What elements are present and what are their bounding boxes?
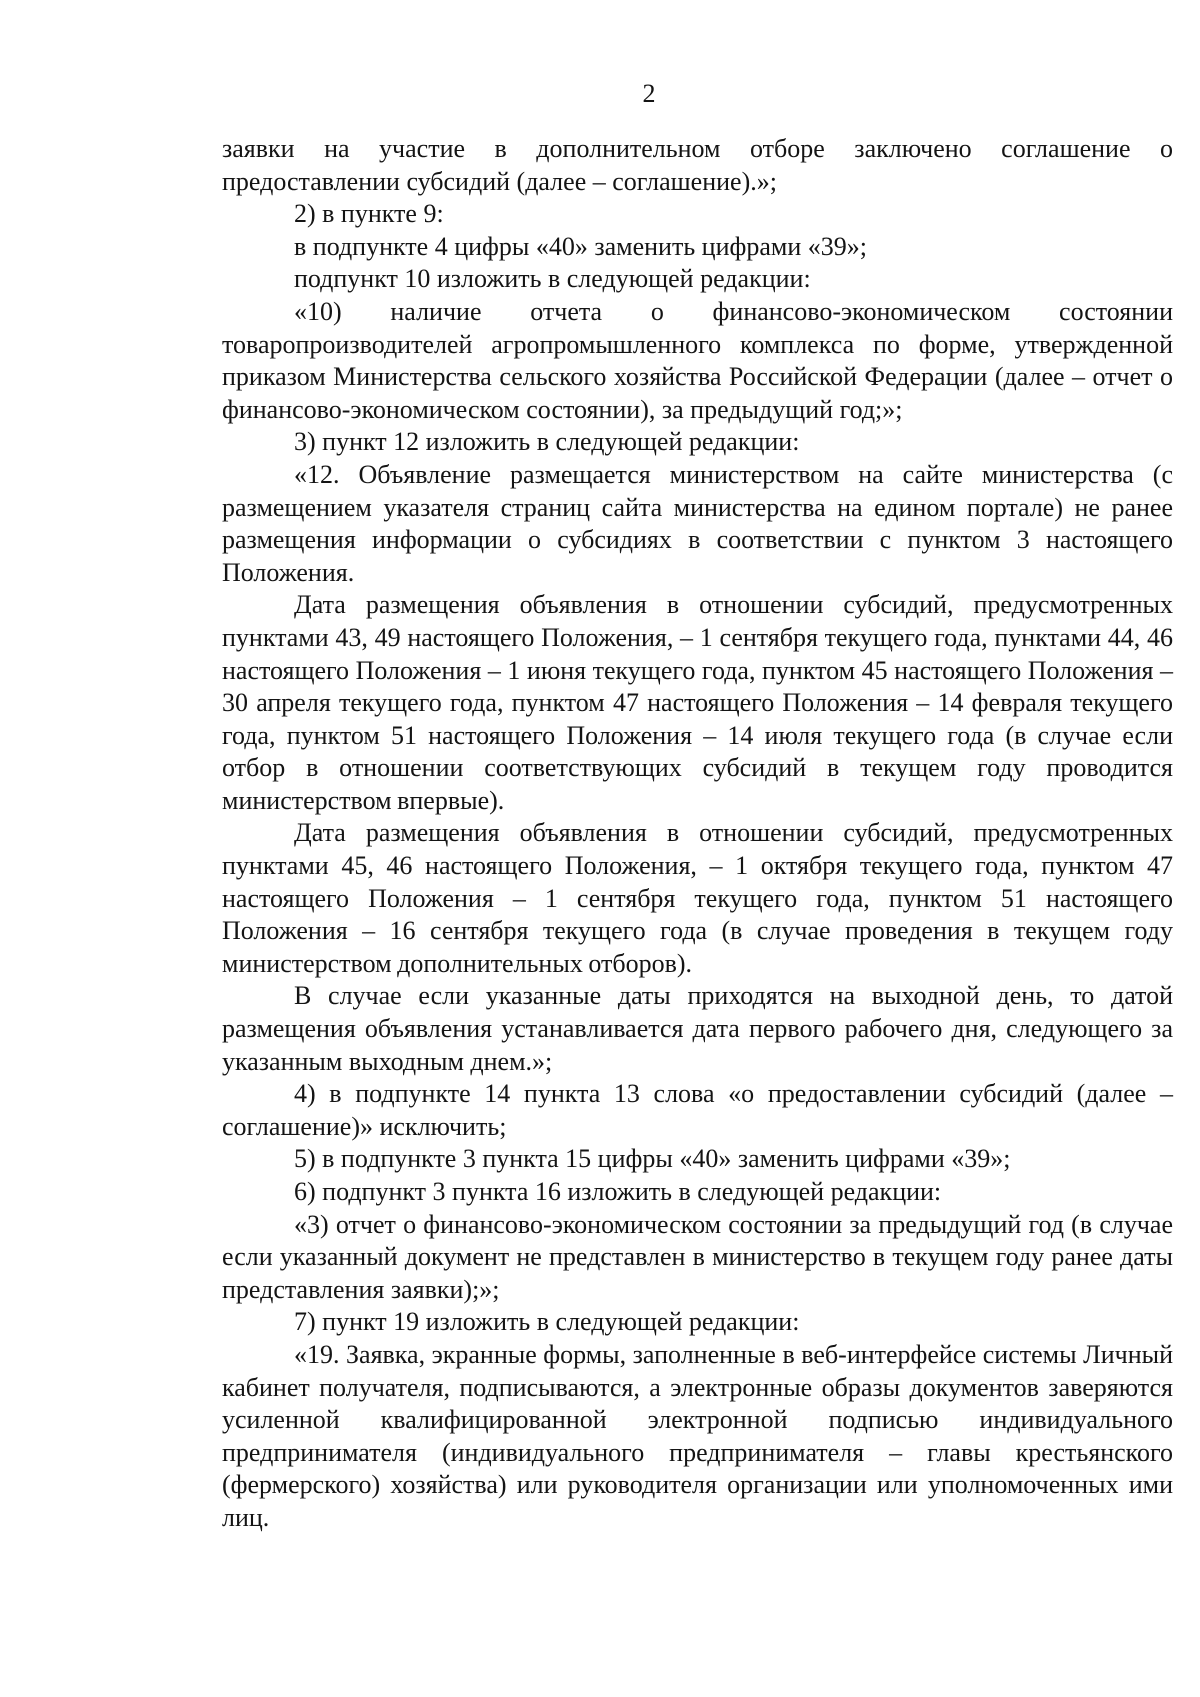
- paragraph-subitem-10-intro: подпункт 10 изложить в следующей редакции:: [294, 264, 811, 294]
- paragraph-item-3: 3) пункт 12 изложить в следующей редакции:: [294, 427, 800, 457]
- paragraph-dates-main: Дата размещения объявления в отношении субсидий, предусмотренных пунктами 43, 49 настоящего Положения, – 1 сентября текущего года, пунктами 44, 46 настоящего Положения – 1 июня текущего года, пунктом 45 настоящего Положения – 30 апреля текущего года, пунктом 47 настоящего Положения – 14 февраля текущего года, пунктом 51 настоящего Положения – 14 июля текущего года (в случае если отбор в отношении соответствующих субсидий в текущем году проводится министерством впервые).: [222, 590, 1173, 815]
- paragraph-item-6: 6) подпункт 3 пункта 16 изложить в следующей редакции:: [294, 1177, 942, 1206]
- paragraph-clause-19: «19. Заявка, экранные формы, заполненные в веб-интерфейсе системы Личный кабинет получателя, подписываются, а электронные образы документов заверяются усиленной квалифицированной электронной подписью индивидуального предпринимателя (индивидуального предпринимателя – главы крестьянского (фермерского) хозяйства) или руководителя организации или уполномоченных ими лиц.: [222, 1339, 1173, 1532]
- paragraph-item-2: 2) в пункте 9:: [294, 199, 444, 229]
- paragraph-subitem-3-text: «3) отчет о финансово-экономическом состоянии за предыдущий год (в случае если указанный документ не представлен в министерство в текущем году ранее даты представления заявки);»;: [222, 1209, 1173, 1304]
- paragraph-subitem-10-text: «10) наличие отчета о финансово-экономическом состоянии товаропроизводителей агропромышленного комплекса по форме, утвержденной приказом Министерства сельского хозяйства Российской Федерации (далее – отчет о финансово-экономическом состоянии), за предыдущий год;»;: [222, 296, 1173, 424]
- paragraph-continuation: заявки на участие в дополнительном отборе заключено соглашение о предоставлении субсидий (далее – соглашение).»;: [222, 134, 1173, 196]
- paragraph-dates-additional: Дата размещения объявления в отношении субсидий, предусмотренных пунктами 45, 46 настоящего Положения, – 1 октября текущего года, пунктом 47 настоящего Положения – 1 сентября текущего года, пунктом 51 настоящего Положения – 16 сентября текущего года (в случае проведения в текущем году министерством дополнительных отборов).: [222, 818, 1173, 978]
- document-body: [222, 133, 1173, 1535]
- paragraph-item-7: 7) пункт 19 изложить в следующей редакции:: [294, 1307, 800, 1337]
- paragraph-weekend-rule: В случае если указанные даты приходятся на выходной день, то датой размещения объявления устанавливается дата первого рабочего дня, следующего за указанным выходным днем.»;: [222, 981, 1173, 1076]
- paragraph-subitem-4: в подпункте 4 цифры «40» заменить цифрами «39»;: [294, 231, 867, 261]
- page-number: 2: [642, 79, 656, 108]
- paragraph-item-5: 5) в подпункте 3 пункта 15 цифры «40» заменить цифрами «39»;: [294, 1144, 1011, 1174]
- paragraph-item-4: 4) в подпункте 14 пункта 13 слова «о предоставлении субсидий (далее – соглашение)» исключить;: [222, 1079, 1173, 1141]
- paragraph-clause-12: «12. Объявление размещается министерством на сайте министерства (с размещением указателя страниц сайта министерства на едином портале) не ранее размещения информации о субсидиях в соответствии с пунктом 3 настоящего Положения.: [222, 459, 1173, 587]
